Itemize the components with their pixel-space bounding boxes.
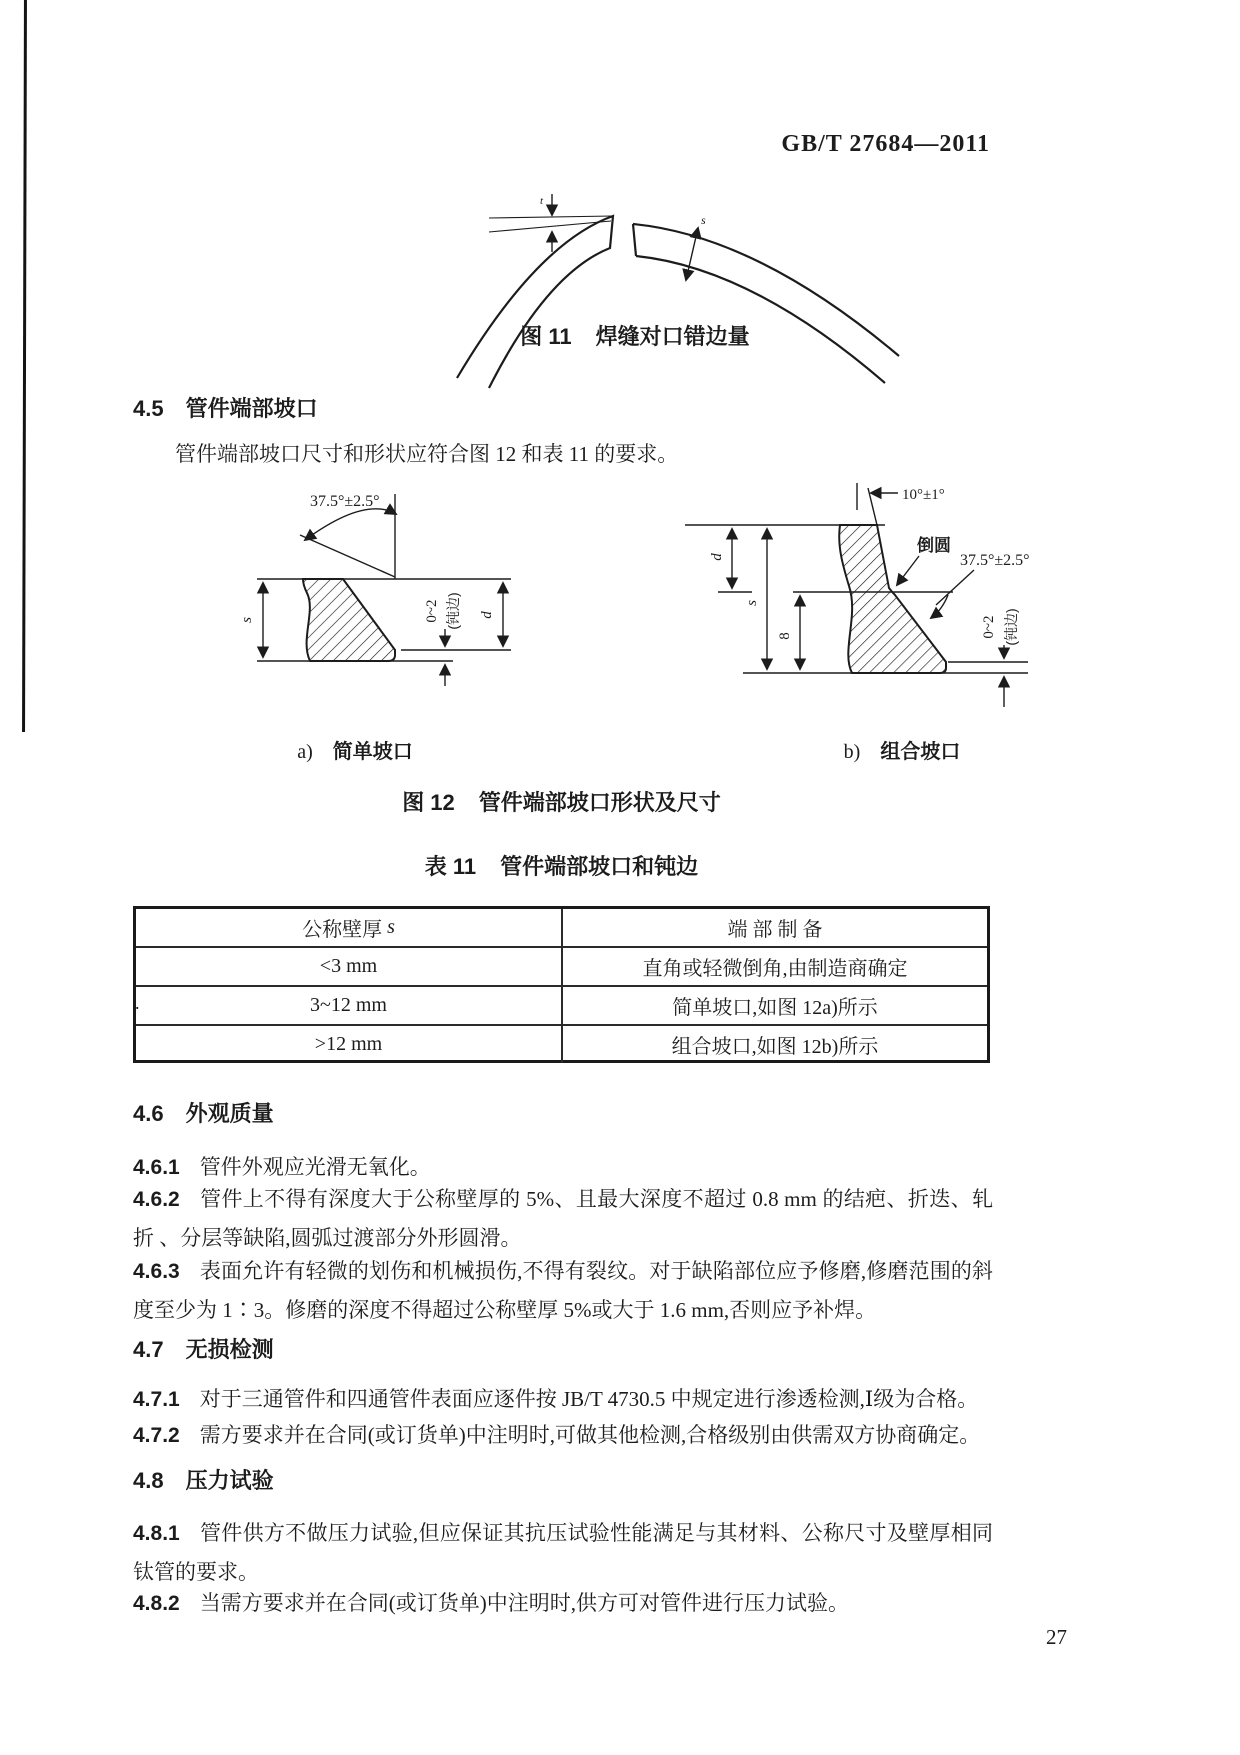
fillet-leader — [897, 556, 919, 585]
fig12b-dim-s-label: s — [744, 600, 760, 606]
clause-text: 管件外观应光滑无氧化。 — [199, 1155, 431, 1179]
clause-text: 管件供方不做压力试验,但应保证其抗压试验性能满足与其材料、公称尺寸及壁厚相同钛管的要求。 — [133, 1521, 993, 1584]
figure12b-drawing — [630, 455, 1040, 735]
figure11-caption-title: 焊缝对口错边量 — [595, 324, 750, 349]
clause-text: 需方要求并在合同(或订货单)中注明时,可做其他检测,合格级别由供需双方协商确定。 — [199, 1423, 981, 1447]
table11-header-prep: 端 部 制 备 — [727, 919, 823, 941]
clause-text: 当需方要求并在合同(或订货单)中注明时,供方可对管件进行压力试验。 — [199, 1591, 849, 1615]
figure11-caption — [440, 320, 830, 351]
offset-ref-line-top — [489, 216, 613, 218]
section-4-8-number: 4.8 — [133, 1468, 164, 1493]
section-4-5-number: 4.5 — [133, 396, 164, 421]
page-number: 27 — [1046, 1625, 1067, 1649]
table11-title-label: 表 11 — [424, 854, 477, 879]
table11 — [133, 906, 990, 1063]
figure12a-caption-title: 简单坡口 — [332, 741, 413, 763]
section-4-5-body: 管件端部坡口尺寸和形状应符合图 12 和表 11 的要求。 — [175, 442, 679, 466]
clause-4-6-3 — [133, 1252, 993, 1329]
section-4-8-heading — [133, 1466, 993, 1496]
section-4-6-number: 4.6 — [133, 1101, 164, 1126]
figure12a-drawing — [215, 478, 575, 713]
table-cell-prep: 组合坡口,如图 12b)所示 — [671, 1036, 879, 1058]
figure12-caption-title: 管件端部坡口形状及尺寸 — [478, 790, 721, 815]
bevel-section-a — [303, 579, 395, 661]
fig12b-dim-root-note: (钝边) — [1003, 608, 1019, 646]
table-row — [136, 946, 987, 985]
table-cell-thickness: <3 mm — [136, 948, 563, 985]
scan-artifact-dot: . — [135, 993, 140, 1013]
standard-code: GB/T 27684—2011 — [781, 131, 990, 157]
fig12b-dim-d-label: d — [709, 553, 725, 561]
section-4-7-number: 4.7 — [133, 1337, 164, 1362]
fig12b-angle-top-label: 10°±1° — [902, 487, 945, 503]
clause-number: 4.7.2 — [133, 1424, 180, 1447]
fig12b-dim-root-label: 0~2 — [981, 615, 997, 639]
table-cell-thickness: 3~12 mm — [136, 987, 563, 1024]
table11-header-thickness-text: 公称壁厚 — [302, 919, 383, 941]
binding-edge-line — [22, 0, 27, 732]
section-4-8-title: 压力试验 — [185, 1468, 274, 1493]
fig12a-angle-label: 37.5°±2.5° — [310, 493, 380, 510]
fig12a-dim-root-note: (钝边) — [445, 592, 461, 630]
clause-text: 管件上不得有深度大于公称壁厚的 5%、且最大深度不超过 0.8 mm 的结疤、折迭、轧折 、分层等缺陷,圆弧过渡部分外形圆滑。 — [133, 1187, 993, 1250]
clause-4-8-2 — [133, 1584, 993, 1623]
angle-bevel-arc — [931, 595, 948, 618]
figure11-caption-label: 图 11 — [520, 324, 572, 349]
table-row — [136, 1024, 987, 1063]
fig12b-dim-height-label: 8 — [777, 632, 793, 640]
clause-number: 4.8.2 — [133, 1592, 180, 1615]
figure12b-caption-title: 组合坡口 — [880, 741, 961, 763]
section-4-5-heading — [133, 394, 993, 424]
figure12b-caption-label: b) — [843, 741, 861, 763]
fig12a-dim-root-label: 0~2 — [424, 599, 440, 623]
table11-header-thickness-var: s — [387, 916, 395, 938]
clause-4-7-2 — [133, 1416, 993, 1455]
section-4-5-title: 管件端部坡口 — [185, 396, 318, 421]
clause-number: 4.7.1 — [133, 1388, 180, 1411]
pipe-right-cap — [633, 224, 636, 256]
figure12a-caption — [260, 735, 450, 764]
figure12-caption-label: 图 12 — [402, 790, 455, 815]
table11-header-thickness — [136, 909, 563, 946]
figure12-caption — [133, 786, 990, 817]
bevel-extension-line — [300, 535, 395, 577]
clause-number: 4.6.3 — [133, 1260, 180, 1283]
table11-title — [133, 850, 990, 881]
section-4-6-heading — [133, 1099, 993, 1129]
section-4-7-heading — [133, 1335, 993, 1365]
table11-title-text: 管件端部坡口和钝边 — [500, 854, 699, 879]
figure12a-caption-label: a) — [297, 741, 313, 763]
section-4-7-title: 无损检测 — [185, 1337, 274, 1362]
section-4-6-title: 外观质量 — [185, 1101, 274, 1126]
table-cell-prep: 直角或轻微倒角,由制造商确定 — [642, 958, 908, 980]
fig12a-dim-d-label: d — [479, 611, 495, 619]
table-cell-prep: 简单坡口,如图 12a)所示 — [672, 997, 878, 1019]
figure12b-caption — [807, 735, 997, 764]
table-row — [136, 985, 987, 1024]
offset-ref-line-bottom — [489, 221, 611, 232]
fig12b-fillet-label: 倒圆 — [917, 536, 951, 555]
clause-number: 4.6.1 — [133, 1156, 180, 1179]
clause-number: 4.8.1 — [133, 1522, 180, 1545]
clause-4-7-1 — [133, 1380, 993, 1419]
table-cell-thickness: >12 mm — [136, 1026, 563, 1063]
fig11-dim-t-label: t — [540, 195, 544, 207]
angle-arc — [305, 509, 396, 540]
angle-bevel-leader — [936, 570, 974, 605]
clause-text: 对于三通管件和四通管件表面应逐件按 JB/T 4730.5 中规定进行渗透检测,Ⅰ级为合格。 — [199, 1387, 979, 1411]
clause-4-8-1 — [133, 1514, 993, 1591]
clause-number: 4.6.2 — [133, 1188, 180, 1211]
fig12b-angle-bevel-label: 37.5°±2.5° — [960, 552, 1030, 569]
clause-4-6-2 — [133, 1180, 993, 1257]
table11-header-row — [136, 909, 987, 946]
figure11-drawing — [437, 188, 907, 393]
fig12a-dim-s-label: s — [239, 617, 255, 623]
fig11-dim-s-label: s — [701, 213, 706, 227]
clause-text: 表面允许有轻微的划伤和机械损伤,不得有裂纹。对于缺陷部位应予修磨,修磨范围的斜度至少为 1∶3。修磨的深度不得超过公称壁厚 5%或大于 1.6 mm,否则应予补焊。 — [133, 1259, 993, 1322]
pipe-left-wall — [457, 216, 613, 388]
